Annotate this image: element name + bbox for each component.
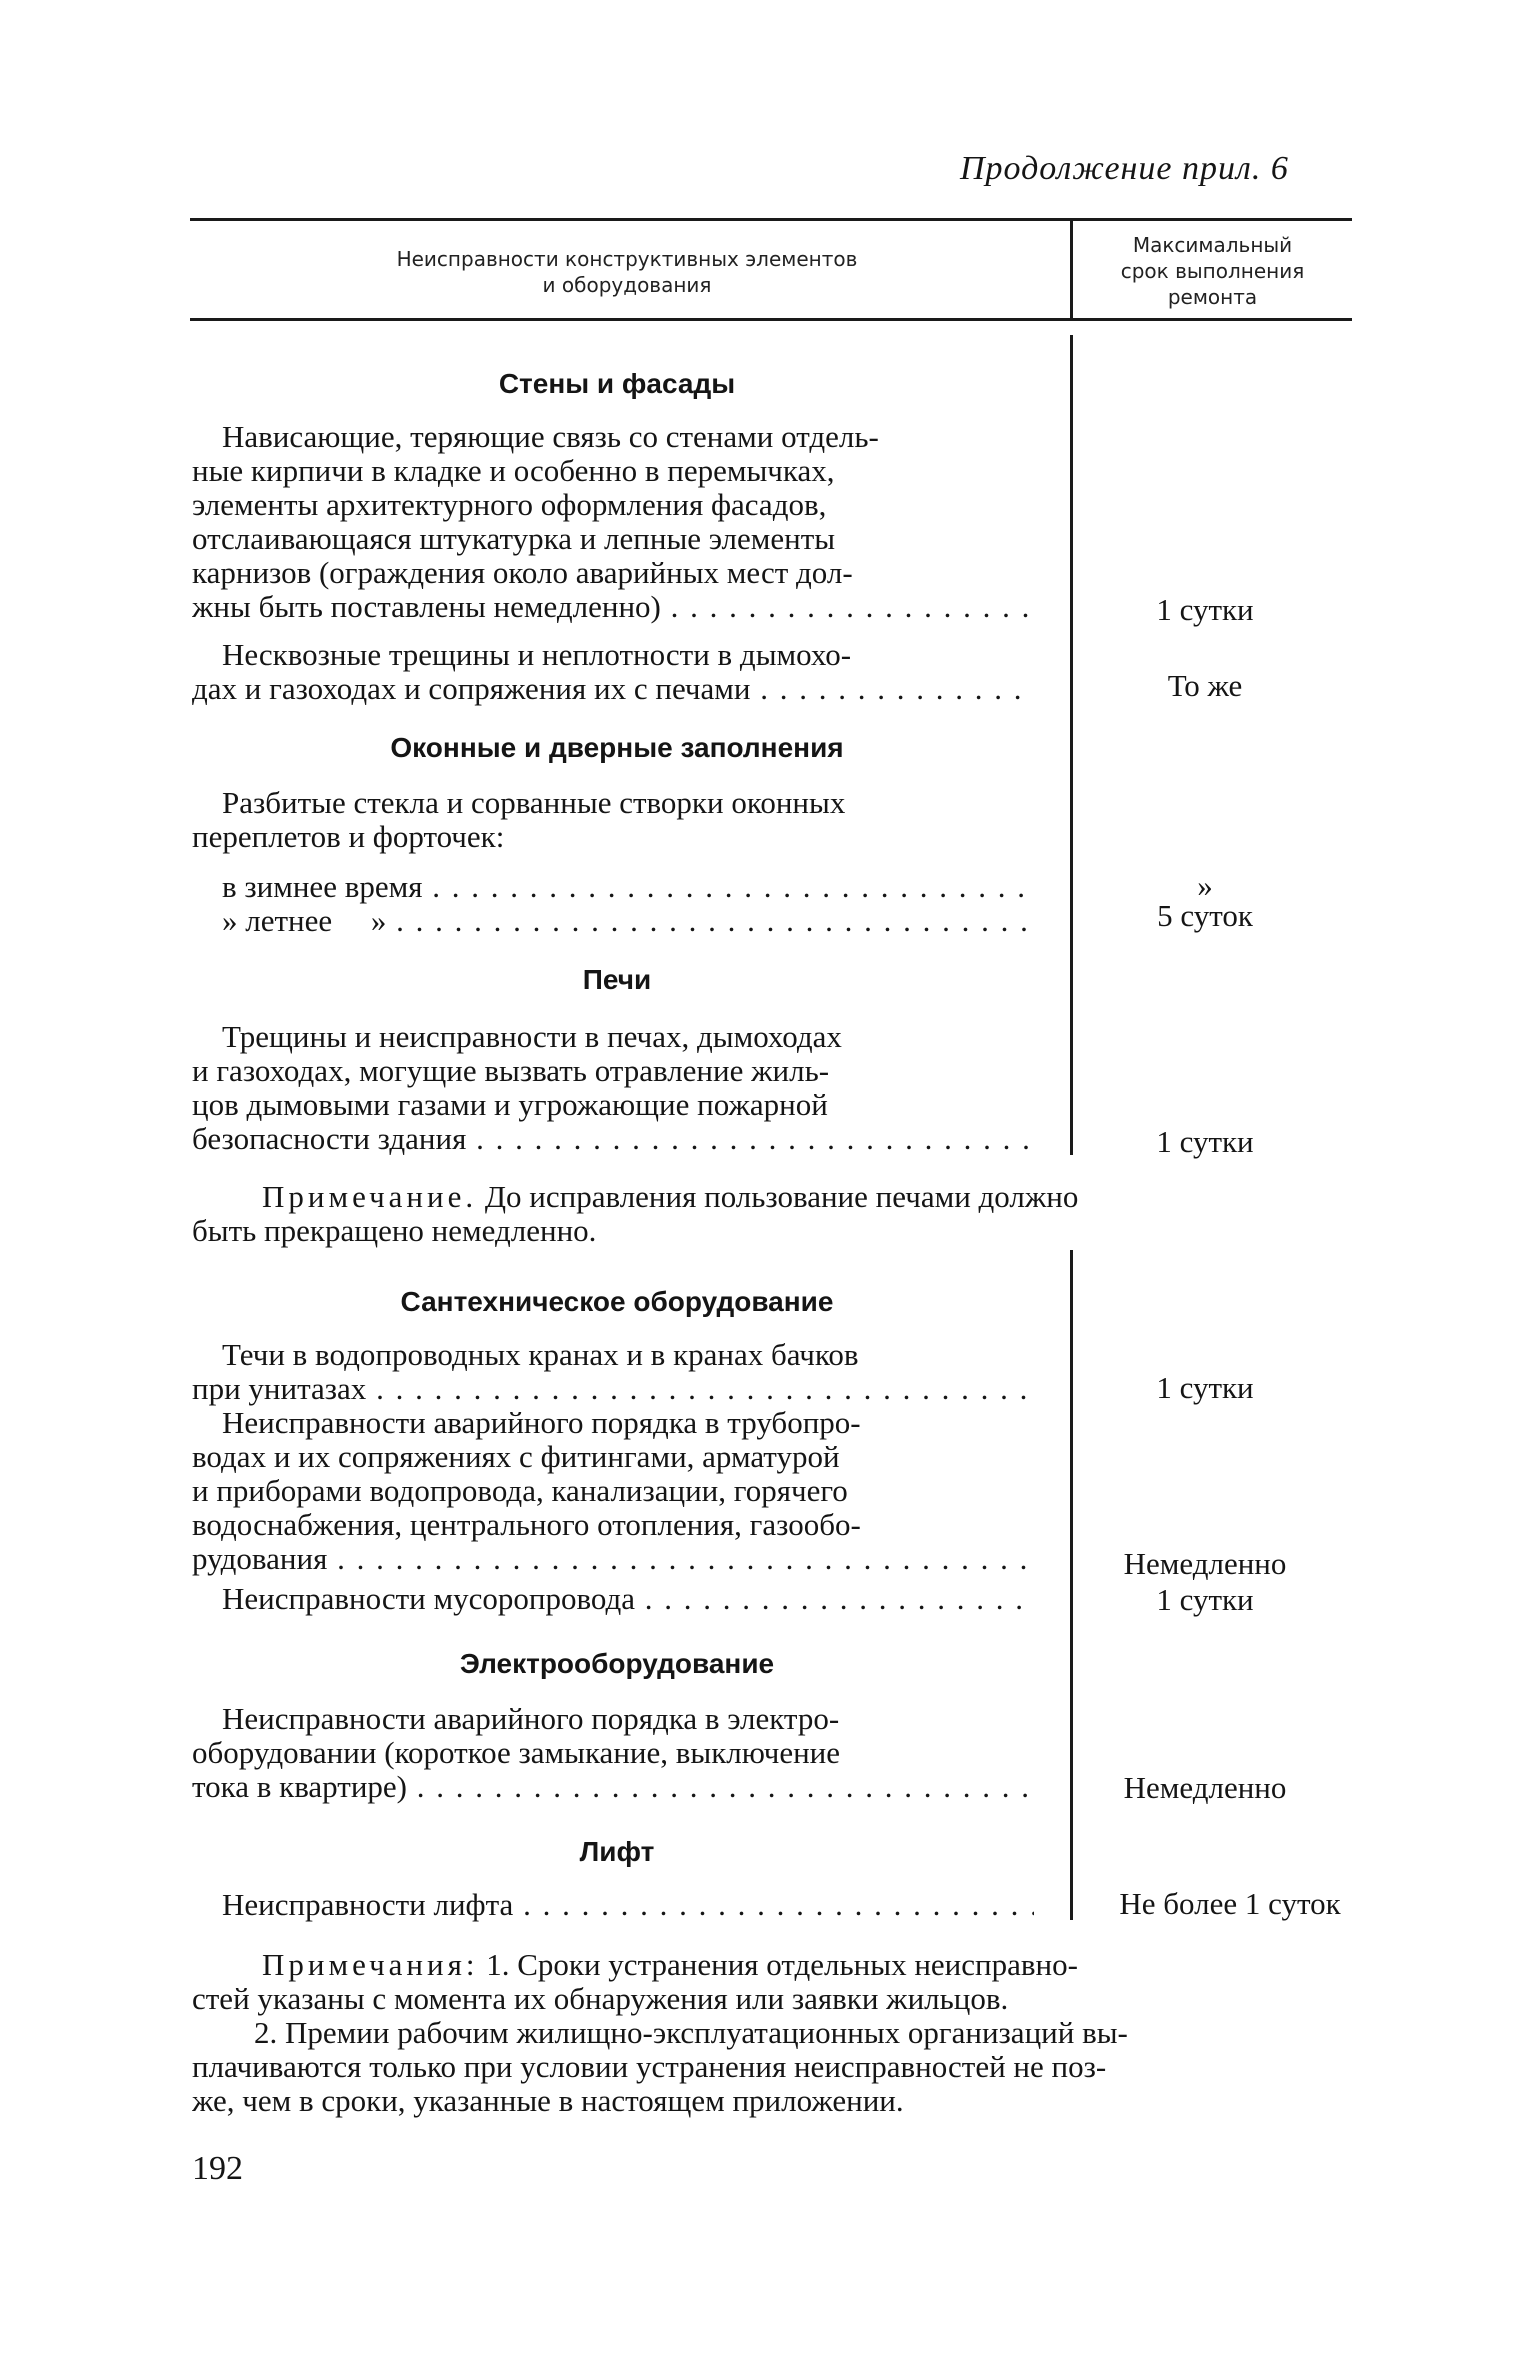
plumbing-item-2-deadline: Немедленно: [1123, 1546, 1287, 1581]
column-divider-lower: [1070, 1250, 1073, 1920]
section-title-lift: Лифт: [579, 1836, 655, 1867]
text-line: отслаивающаяся штукатурка и лепные элементы: [192, 522, 836, 556]
text-line: оборудовании (короткое замыкание, выключение: [192, 1736, 841, 1770]
lift-item-1: [192, 1888, 1034, 1922]
footnote-2-line3: же, чем в сроки, указанные в настоящем приложении.: [192, 2084, 904, 2118]
footnotes-label: Примечания:: [262, 1948, 479, 1982]
walls-item-2: [192, 638, 1034, 706]
page-number: 192: [192, 2150, 243, 2187]
text-line: при унитазах . . .: [192, 1372, 1034, 1406]
plumbing-item-1: [192, 1338, 1034, 1406]
section-title-stoves: Печи: [582, 964, 652, 995]
stoves-note-label: Примечание.: [262, 1180, 478, 1214]
windows-summer-deadline: 5 суток: [1157, 898, 1253, 933]
text-line: карнизов (ограждения около аварийных мест дол-: [192, 556, 853, 590]
table-top-rule: [190, 218, 1352, 221]
walls-item-1: [192, 420, 1034, 624]
stoves-note-text: До исправления пользование печами должно: [477, 1180, 1079, 1214]
text-line: жны быть поставлены немедленно) . . .: [192, 590, 1034, 624]
text-line: и газоходах, могущие вызвать отравление жиль-: [192, 1054, 830, 1088]
text-line: Неисправности аварийного порядка в электро-: [222, 1702, 840, 1736]
footnote-1-line1: [192, 1948, 1362, 1982]
table-header-rule: [190, 318, 1352, 321]
column-header-defects: [192, 246, 1062, 298]
column-header-deadline: [1075, 232, 1350, 310]
text-line: безопасности здания . . .: [192, 1122, 1034, 1156]
text-line: в зимнее время . . .: [192, 870, 1034, 904]
text-line: Несквозные трещины и неплотности в дымохо-: [222, 638, 852, 672]
text-line: Трещины и неисправности в печах, дымоходах: [222, 1020, 842, 1054]
windows-item-1: [192, 786, 1034, 854]
text-line: ные кирпичи в кладке и особенно в перемычках,: [192, 454, 835, 488]
text-line: » летнее » . . .: [192, 904, 1034, 938]
stoves-note: [192, 1180, 1362, 1248]
text-line: переплетов и форточек:: [192, 820, 505, 854]
text-line: Разбитые стекла и сорванные створки оконных: [222, 786, 846, 820]
column-header-deadline-line2: срок выполнения: [1120, 259, 1305, 283]
text-line: Неисправности мусоропровода . . .: [192, 1582, 1034, 1616]
walls-item-1-deadline: 1 сутки: [1156, 592, 1254, 627]
walls-item-2-deadline: То же: [1167, 668, 1243, 703]
text-line: Неисправности аварийного порядка в трубопро-: [222, 1406, 861, 1440]
footnote-1-text: 1. Сроки устранения отдельных неисправно-: [478, 1948, 1078, 1982]
electrical-item-1: [192, 1702, 1034, 1804]
footnote-2-line1: 2. Премии рабочим жилищно-эксплуатационных организаций вы-: [254, 2016, 1128, 2050]
text-line: Течи в водопроводных кранах и в кранах бачков: [222, 1338, 859, 1372]
footnote-2-line2: плачиваются только при условии устранения неисправностей не поз-: [192, 2050, 1107, 2084]
plumbing-item-3-deadline: 1 сутки: [1156, 1582, 1254, 1617]
section-title-walls: Стены и фасады: [498, 368, 736, 399]
column-header-deadline-line1: Максимальный: [1132, 233, 1293, 257]
column-header-defects-line1: Неисправности конструктивных элементов: [396, 247, 858, 271]
running-head: Продолжение прил. 6: [960, 150, 1289, 187]
column-divider-upper: [1070, 335, 1073, 1155]
text-line: элементы архитектурного оформления фасадов,: [192, 488, 827, 522]
text-line: цов дымовыми газами и угрожающие пожарной: [192, 1088, 828, 1122]
text-line: водоснабжения, центрального отопления, газообо-: [192, 1508, 861, 1542]
text-line: Неисправности лифта . . .: [192, 1888, 1034, 1922]
header-column-divider: [1070, 218, 1073, 318]
section-title-windows: Оконные и дверные заполнения: [390, 732, 844, 763]
text-line: Нависающие, теряющие связь со стенами отдель-: [222, 420, 879, 454]
footnote-1-line2: стей указаны с момента их обнаружения или заявки жильцов.: [192, 1982, 1009, 2016]
section-title-plumbing: Сантехническое оборудование: [400, 1286, 834, 1317]
text-line: рудования . . .: [192, 1542, 1034, 1576]
text-line: тока в квартире) . . .: [192, 1770, 1034, 1804]
stoves-note-line2: быть прекращено немедленно.: [192, 1214, 597, 1248]
windows-summer: [192, 904, 1034, 938]
plumbing-item-2: [192, 1406, 1034, 1576]
text-line: дах и газоходах и сопряжения их с печами . . .: [192, 672, 1034, 706]
plumbing-item-1-deadline: 1 сутки: [1156, 1370, 1254, 1405]
stoves-item-1-deadline: 1 сутки: [1156, 1124, 1254, 1159]
stoves-item-1: [192, 1020, 1034, 1156]
windows-winter-deadline: »: [1197, 868, 1213, 903]
stoves-note-line1: [192, 1180, 1362, 1214]
lift-item-1-deadline: Не более 1 суток: [1119, 1886, 1341, 1921]
column-header-deadline-line3: ремонта: [1167, 285, 1258, 309]
section-title-electrical: Электрооборудование: [459, 1648, 775, 1679]
electrical-item-1-deadline: Немедленно: [1123, 1770, 1287, 1805]
footnotes: [192, 1948, 1362, 2118]
text-line: и приборами водопровода, канализации, горячего: [192, 1474, 848, 1508]
text-line: водах и их сопряжениях с фитингами, арматурой: [192, 1440, 840, 1474]
windows-winter: [192, 870, 1034, 904]
column-header-defects-line2: и оборудования: [542, 273, 712, 297]
plumbing-item-3: [192, 1582, 1034, 1616]
